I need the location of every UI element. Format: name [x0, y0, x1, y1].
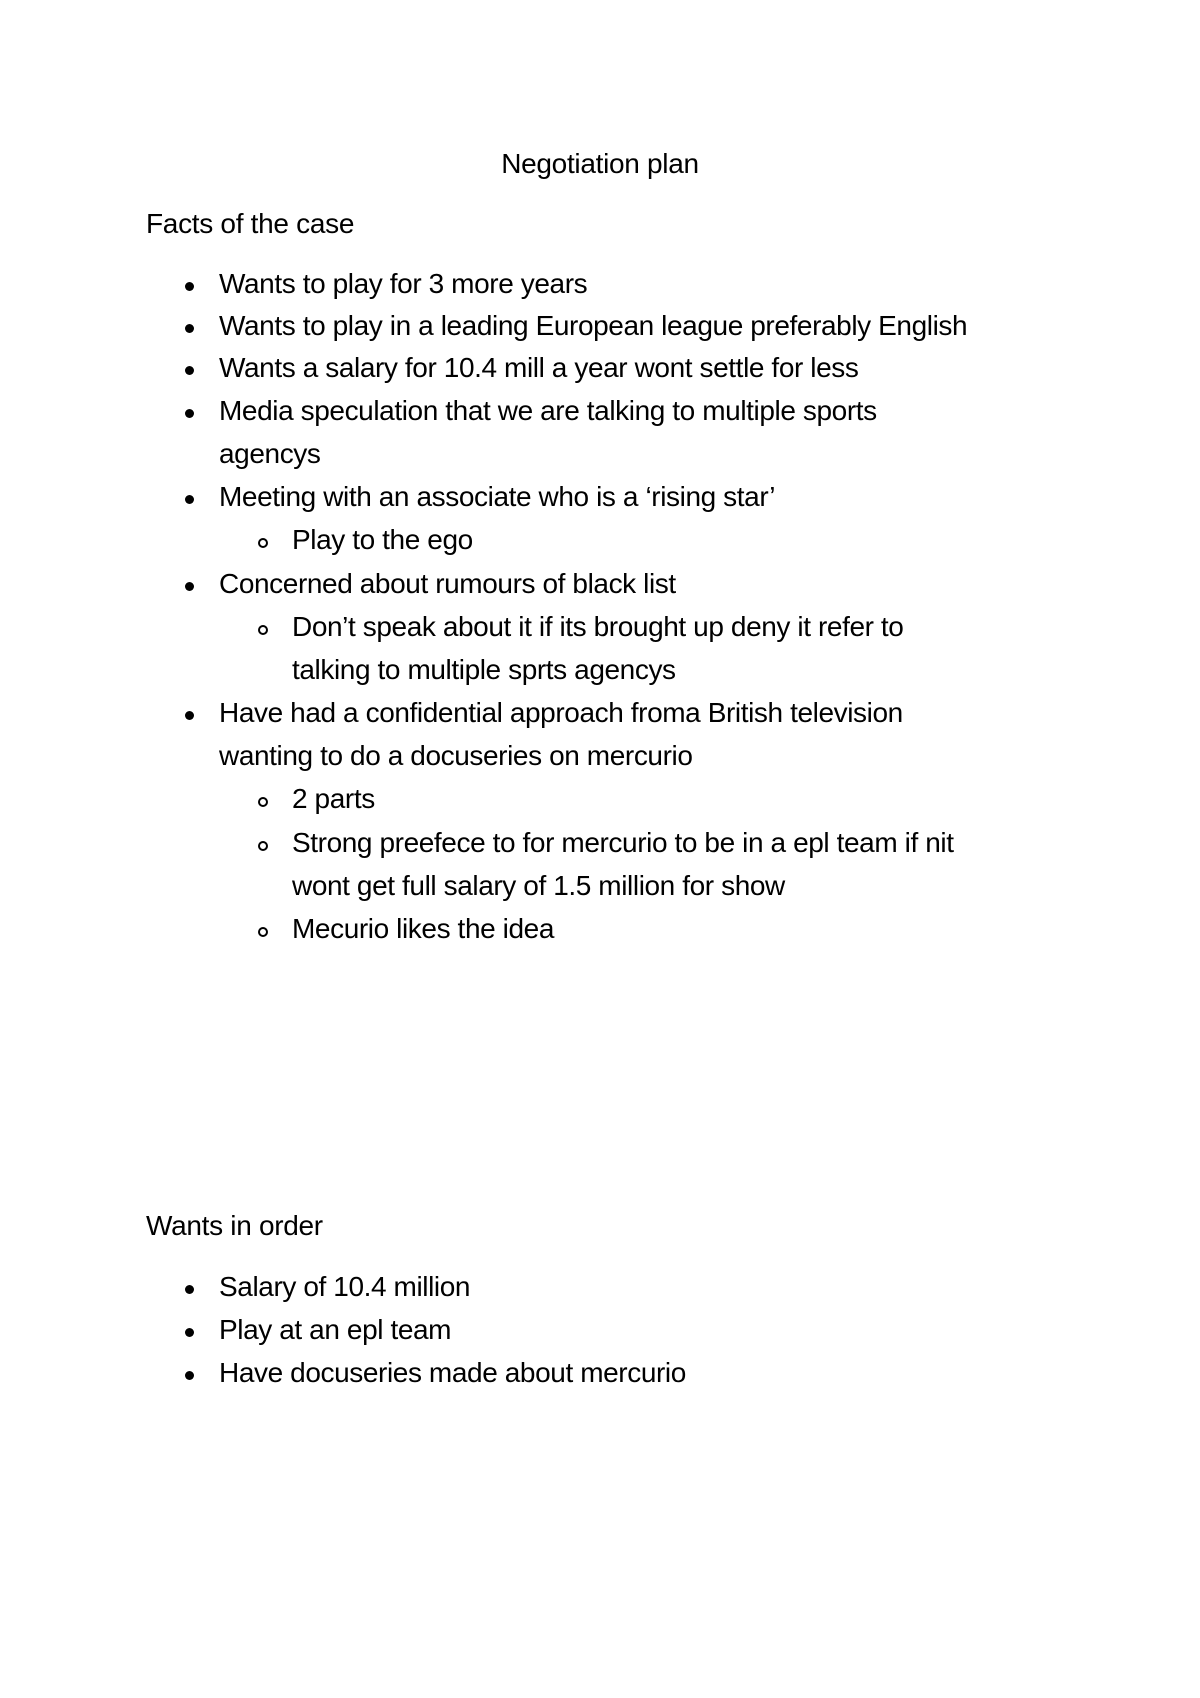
list-item: Salary of 10.4 million — [219, 1271, 471, 1302]
bullet-icon — [185, 324, 194, 333]
list-item: Media speculation that we are talking to multiple sports — [219, 395, 877, 426]
bullet-icon — [185, 1285, 194, 1294]
sub-list-item: Don’t speak about it if its brought up deny it refer to — [292, 611, 904, 642]
bullet-icon — [185, 282, 194, 291]
section-heading-facts: Facts of the case — [146, 208, 355, 239]
bullet-icon — [185, 409, 194, 418]
sub-list-item-continuation: wont get full salary of 1.5 million for show — [292, 870, 785, 901]
bullet-icon — [185, 495, 194, 504]
bullet-icon — [185, 366, 194, 375]
sub-list-item-continuation: talking to multiple sprts agencys — [292, 654, 676, 685]
sub-list-item: Mecurio likes the idea — [292, 913, 554, 944]
list-item: Meeting with an associate who is a ‘rising star’ — [219, 481, 776, 512]
list-item-continuation: wanting to do a docuseries on mercurio — [219, 740, 693, 771]
sub-bullet-icon — [258, 797, 268, 807]
list-item: Concerned about rumours of black list — [219, 568, 676, 599]
list-item: Wants to play for 3 more years — [219, 268, 588, 299]
sub-list-item: 2 parts — [292, 783, 375, 814]
sub-list-item: Play to the ego — [292, 524, 473, 555]
list-item: Have docuseries made about mercurio — [219, 1357, 686, 1388]
list-item: Play at an epl team — [219, 1314, 452, 1345]
document-title: Negotiation plan — [501, 148, 699, 179]
bullet-icon — [185, 1328, 194, 1337]
list-item: Wants to play in a leading European league preferably English — [219, 310, 968, 341]
list-item: Have had a confidential approach froma British television — [219, 697, 903, 728]
bullet-icon — [185, 582, 194, 591]
bullet-icon — [185, 1371, 194, 1380]
bullet-icon — [185, 711, 194, 720]
sub-bullet-icon — [258, 625, 268, 635]
list-item: Wants a salary for 10.4 mill a year wont settle for less — [219, 352, 859, 383]
sub-bullet-icon — [258, 538, 268, 548]
sub-bullet-icon — [258, 927, 268, 937]
sub-list-item: Strong preefece to for mercurio to be in a epl team if nit — [292, 827, 954, 858]
section-heading-wants: Wants in order — [146, 1210, 323, 1241]
list-item-continuation: agencys — [219, 438, 321, 469]
sub-bullet-icon — [258, 841, 268, 851]
